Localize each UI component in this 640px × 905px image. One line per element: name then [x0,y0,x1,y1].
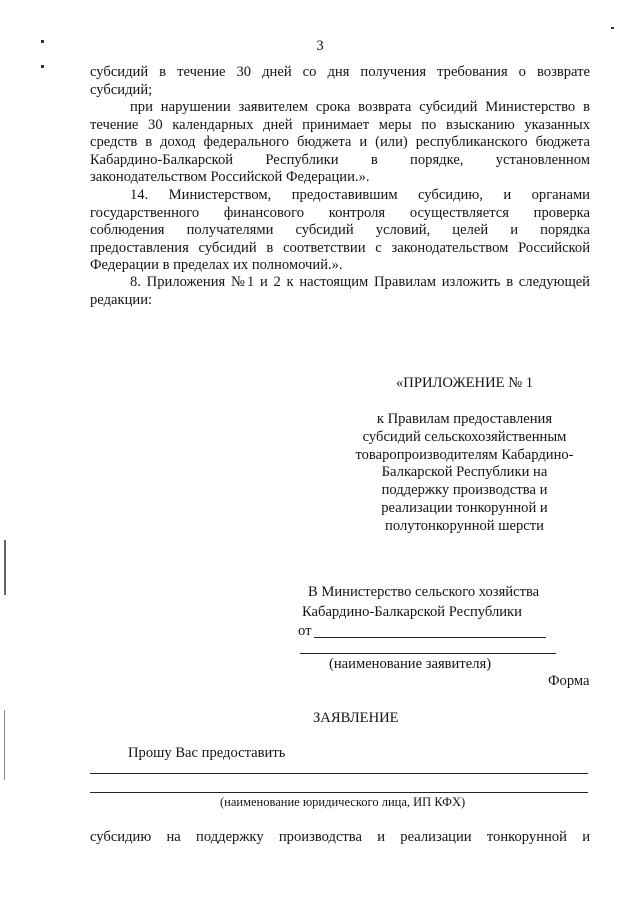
subtitle-line: полутонкорунной шерсти [385,517,544,534]
text-line: субсидий; [90,81,153,98]
text-line: законодательством Российской Федерации.». [90,169,370,186]
text-line: редакции: [90,291,153,308]
entity-caption: (наименование юридического лица, ИП КФХ) [220,795,466,809]
paragraph-4 [90,274,590,309]
scan-mark [4,540,6,595]
addressee-line-2: Кабардино-Балкарской Республики [302,604,522,620]
subtitle-line: к Правилам предоставления [376,411,553,427]
text-line: 8. Приложения №1 и 2 к настоящим Правилам изложить в следующей [130,274,590,290]
subtitle-line: субсидий сельскохозяйственным [362,428,567,445]
request-text: Прошу Вас предоставить [128,745,286,761]
text-line: предоставления субсидий в соответствии с законодательством Российской [90,239,590,256]
applicant-caption: (наименование заявителя) [329,656,492,672]
appendix-subtitle [352,411,577,536]
text-line: субсидию на поддержку производства и реализации тонкорунной и [90,829,590,845]
scan-mark [4,710,5,780]
text-line: течение 30 календарных дней принимает меры по взысканию указанных [90,116,590,133]
page-number: 3 [316,38,324,54]
applicant-field-line-2 [300,653,556,654]
scan-mark [611,27,614,29]
request-field-line [90,773,588,774]
paragraph-3 [90,187,590,275]
text-line: 14. Министерством, предоставившим субсидию, и органами [130,187,590,203]
statement-title: ЗАЯВЛЕНИЕ [313,710,399,726]
appendix-title: «ПРИЛОЖЕНИЕ № 1 [396,375,534,391]
subtitle-line: поддержку производства и [381,482,548,499]
last-paragraph [90,829,590,847]
entity-field-line [90,792,588,793]
from-label: от [298,623,312,639]
addressee-line-1: В Министерство сельского хозяйства [308,584,540,600]
paragraph-1 [90,64,590,99]
scan-dot [41,65,44,68]
subtitle-line: товаропроизводителям Кабардино- [355,446,574,463]
text-line: соблюдения получателями субсидий условий, целей и порядка [90,222,590,239]
text-line: государственного финансового контроля осуществляется проверка [90,204,590,221]
subtitle-line: реализации тонкорунной и [381,499,548,516]
subtitle-line: Балкарской Республики на [381,464,548,481]
paragraph-2 [90,99,590,187]
text-line: Федерации в пределах их полномочий.». [90,257,343,274]
text-line: Кабардино-Балкарской Республики в порядке, установленном [90,151,590,168]
text-line: средств в доход федерального бюджета и (или) республиканского бюджета [90,134,590,151]
text-line: субсидий в течение 30 дней со дня получения требования о возврате [90,64,590,80]
form-label: Форма [548,673,590,689]
text-line: при нарушении заявителем срока возврата субсидий Министерство в [130,99,590,115]
applicant-field-line [314,637,546,638]
